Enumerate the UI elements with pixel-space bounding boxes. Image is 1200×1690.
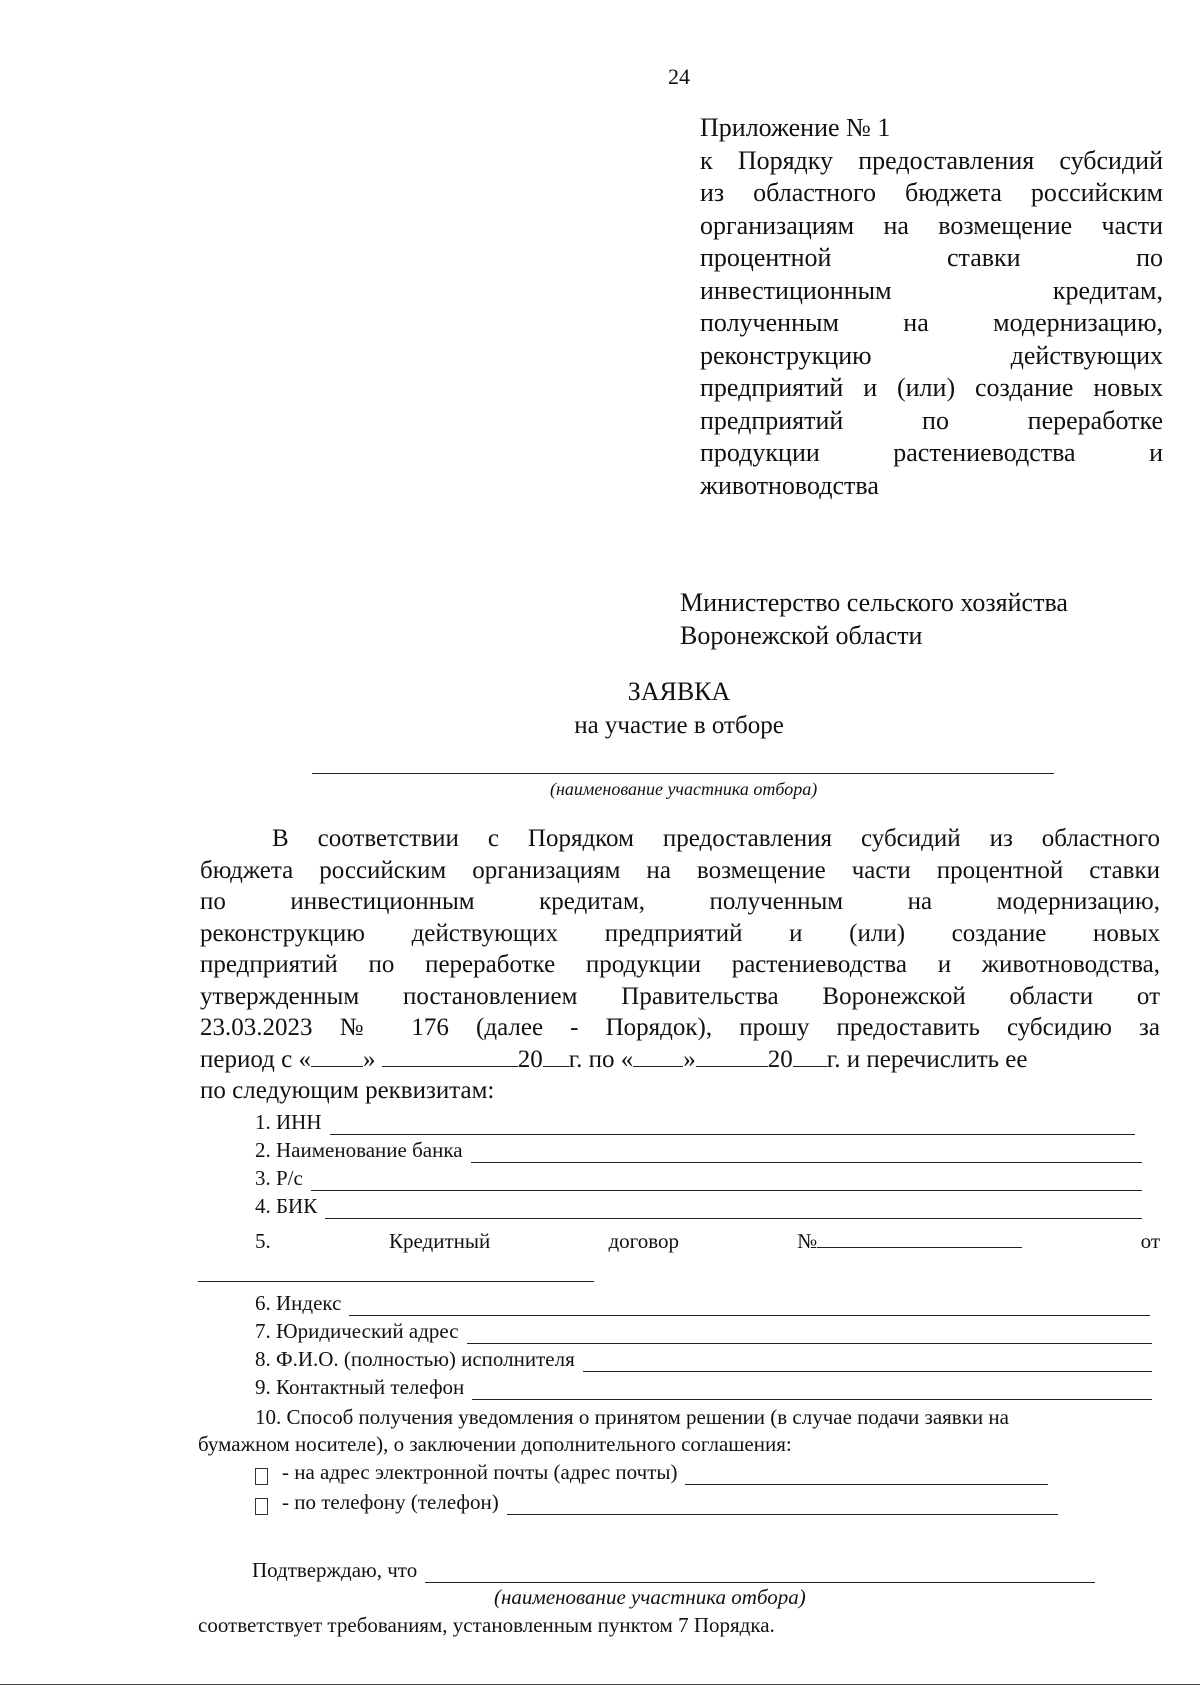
period-from-year-blank[interactable] xyxy=(543,1046,569,1067)
notification-line: 10. Способ получения уведомления о принятом решении (в случае подачи заявки на xyxy=(255,1405,1009,1429)
period-quote: » xyxy=(683,1045,696,1073)
paragraph-line: по следующим реквизитам: xyxy=(200,1077,495,1104)
period-to-year-blank[interactable] xyxy=(793,1046,827,1067)
bik-field[interactable] xyxy=(255,1194,1142,1219)
confirm-suffix: соответствует требованиям, установленным пунктом 7 Порядка. xyxy=(198,1613,775,1637)
credit-date-line[interactable] xyxy=(198,1281,594,1282)
period-year-prefix: 20 xyxy=(767,1045,793,1073)
appendix-line: предприятий по переработке xyxy=(700,405,1163,435)
main-paragraph xyxy=(200,823,1160,1107)
paragraph-period-line xyxy=(200,1044,1160,1076)
paragraph-line: бюджета российским организациям на возмещение части процентной ставки xyxy=(200,856,1160,884)
inn-label: 1. ИНН xyxy=(255,1110,322,1134)
confirm-caption: (наименование участника отбора) xyxy=(494,1585,806,1609)
confirm-prefix: Подтверждаю, что xyxy=(252,1558,418,1582)
appendix-line: животноводства xyxy=(700,470,879,500)
addressee-line: Воронежской области xyxy=(680,621,923,650)
period-from-label: период с « xyxy=(200,1045,311,1073)
paragraph-line: В соответствии с Порядком предоставления субсидий из областного xyxy=(272,825,1160,852)
bik-input-line[interactable] xyxy=(325,1200,1142,1219)
confirm-field[interactable] xyxy=(252,1558,1095,1583)
inn-input-line[interactable] xyxy=(330,1116,1136,1135)
executor-input-line[interactable] xyxy=(583,1353,1152,1372)
executor-field[interactable] xyxy=(255,1347,1152,1372)
account-field[interactable] xyxy=(255,1166,1142,1191)
paragraph-line: 23.03.2023 № 176 (далее - Порядок), прошу предоставить субсидию за xyxy=(200,1014,1160,1041)
participant-caption: (наименование участника отбора) xyxy=(550,779,818,799)
email-option[interactable] xyxy=(255,1460,1048,1485)
email-checkbox[interactable] xyxy=(255,1468,268,1485)
appendix-line: полученным на модернизацию, xyxy=(700,308,1163,337)
appendix-line: предприятий и (или) создание новых xyxy=(700,373,1163,402)
appendix-line: организациям на возмещение части xyxy=(700,210,1163,240)
appendix-line: Приложение № 1 xyxy=(700,113,891,142)
appendix-line: к Порядку предоставления субсидий xyxy=(700,145,1163,175)
credit-from-label: от xyxy=(1140,1229,1160,1253)
phone-checkbox[interactable] xyxy=(255,1498,268,1515)
addressee xyxy=(680,586,1068,652)
phone-option[interactable] xyxy=(255,1490,1058,1515)
bank-input-line[interactable] xyxy=(471,1144,1142,1163)
period-from-day-blank[interactable] xyxy=(311,1046,363,1067)
legal-address-label: 7. Юридический адрес xyxy=(255,1319,459,1343)
period-suffix: г. и перечислить ее xyxy=(826,1045,1028,1073)
document-title: ЗАЯВКА xyxy=(627,677,731,706)
account-input-line[interactable] xyxy=(311,1172,1142,1191)
phone-label: 9. Контактный телефон xyxy=(255,1375,465,1399)
notification-line: бумажном носителе), о заключении дополнительного соглашения: xyxy=(198,1432,792,1456)
credit-contract-word: договор xyxy=(608,1229,680,1253)
paragraph-line: по инвестиционным кредитам, полученным на модернизацию, xyxy=(200,888,1160,915)
page-number: 24 xyxy=(668,64,690,89)
email-input-line[interactable] xyxy=(685,1466,1048,1485)
bottom-rule xyxy=(0,1684,1200,1685)
appendix-line: реконструкцию действующих xyxy=(700,340,1163,370)
confirm-input-line[interactable] xyxy=(425,1564,1095,1583)
period-from-month-blank[interactable] xyxy=(382,1046,518,1067)
credit-number-sign: № xyxy=(797,1229,1022,1254)
appendix-header xyxy=(700,112,1163,502)
period-to-month-blank[interactable] xyxy=(696,1046,768,1067)
appendix-line: продукции растениеводства и xyxy=(700,438,1163,467)
index-input-line[interactable] xyxy=(349,1297,1150,1316)
bank-label: 2. Наименование банка xyxy=(255,1138,463,1162)
period-to-label: г. по « xyxy=(568,1045,634,1073)
phone-input-line[interactable] xyxy=(472,1381,1152,1400)
legal-address-field[interactable] xyxy=(255,1319,1152,1344)
bank-field[interactable] xyxy=(255,1138,1142,1163)
addressee-line: Министерство сельского хозяйства xyxy=(680,588,1068,617)
bik-label: 4. БИК xyxy=(255,1194,318,1218)
credit-word: Кредитный xyxy=(389,1229,491,1253)
index-label: 6. Индекс xyxy=(255,1291,342,1315)
credit-contract-field xyxy=(255,1229,1160,1254)
appendix-line: инвестиционным кредитам, xyxy=(700,275,1163,305)
paragraph-line: предприятий по переработке продукции растениеводства и животноводства, xyxy=(200,951,1160,978)
executor-label: 8. Ф.И.О. (полностью) исполнителя xyxy=(255,1347,575,1371)
document-subtitle: на участие в отборе xyxy=(574,712,784,739)
phone-field[interactable] xyxy=(255,1375,1152,1400)
participant-name-line[interactable] xyxy=(312,773,1054,774)
appendix-line: процентной ставки по xyxy=(700,243,1163,272)
phone-option-label: - по телефону (телефон) xyxy=(282,1490,499,1514)
account-label: 3. Р/с xyxy=(255,1166,303,1190)
credit-number-label: 5. xyxy=(255,1229,271,1253)
phone-option-input-line[interactable] xyxy=(507,1496,1058,1515)
index-field[interactable] xyxy=(255,1291,1150,1316)
period-to-day-blank[interactable] xyxy=(633,1046,683,1067)
period-quote: » xyxy=(362,1045,376,1073)
legal-address-input-line[interactable] xyxy=(467,1325,1152,1344)
paragraph-line: реконструкцию действующих предприятий и (или) создание новых xyxy=(200,919,1160,947)
appendix-line: из областного бюджета российским xyxy=(700,178,1163,207)
paragraph-line: утвержденным постановлением Правительства Воронежской области от xyxy=(200,982,1160,1010)
inn-field[interactable] xyxy=(255,1110,1135,1135)
credit-number-blank[interactable] xyxy=(817,1231,1022,1248)
email-option-label: - на адрес электронной почты (адрес почты) xyxy=(282,1460,678,1484)
period-year-prefix: 20 xyxy=(517,1045,543,1073)
